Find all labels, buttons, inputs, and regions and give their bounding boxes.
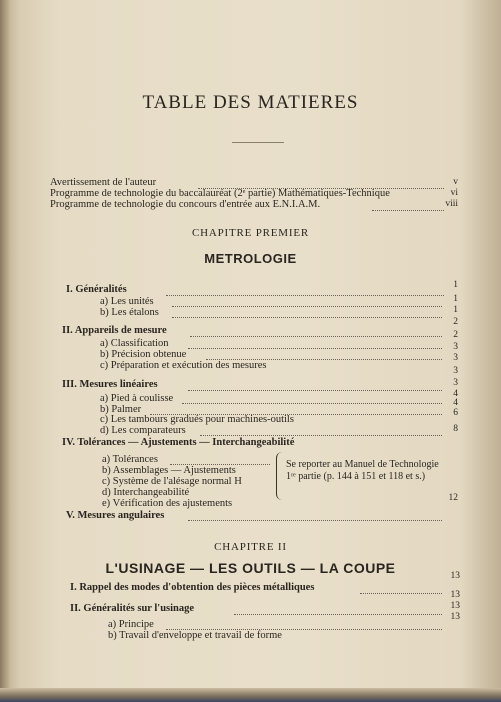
section-heading: I. Rappel des modes d'obtention des pièces métalliques (70, 582, 315, 593)
leader-dots (172, 306, 442, 307)
subsection-page: 3 (453, 353, 458, 363)
subsection-page: 4 (453, 389, 458, 399)
section-heading: V. Mesures angulaires (66, 510, 165, 521)
leader-dots (172, 317, 442, 318)
section-page: 1 (453, 280, 458, 290)
subsection-item: d) Les comparateurs (100, 425, 186, 436)
subsection-item: a) Pied à coulisse (100, 393, 174, 404)
subsection-page: 13 (450, 612, 460, 622)
subsection-page: 3 (453, 378, 458, 388)
book-bottom-edge (0, 688, 501, 702)
chapter-label: CHAPITRE PREMIER (191, 227, 309, 239)
front-item-page: v (453, 177, 458, 187)
subsection-item: c) Les tambours gradués pour machines-outils (100, 414, 294, 425)
subsection-item: b) Palmer (100, 404, 142, 415)
section-page: 2 (453, 317, 458, 327)
subsection-item: e) Vérification des ajustements (102, 498, 233, 509)
chapter-label: CHAPITRE II (214, 541, 287, 553)
section-page: 12 (448, 493, 458, 503)
section-heading: II. Appareils de mesure (62, 325, 167, 336)
subsection-item: b) Les étalons (100, 307, 159, 318)
subsection-page: 2 (453, 330, 458, 340)
section-page: 3 (453, 366, 458, 376)
chapter-title: METROLOGIE (204, 251, 297, 266)
front-item-label: Avertissement de l'auteur (50, 177, 157, 188)
subsection-item: b) Travail d'enveloppe et travail de forme (108, 630, 282, 641)
section-heading: II. Généralités sur l'usinage (70, 603, 195, 614)
leader-dots (234, 614, 442, 615)
subsection-page: 4 (453, 398, 458, 408)
subsection-page: 13 (450, 601, 460, 611)
section-page: 8 (453, 424, 458, 434)
leader-dots (200, 435, 442, 436)
subsection-item: c) Système de l'alésage normal H (102, 476, 242, 487)
front-item-label: Programme de technologie du concours d'entrée aux E.N.I.A.M. (50, 199, 321, 210)
leader-dots (188, 348, 442, 349)
section-page: 13 (450, 571, 460, 581)
subsection-item: a) Classification (100, 338, 169, 349)
page-title: TABLE DES MATIERES (142, 92, 359, 113)
leader-dots (188, 390, 442, 391)
subsection-page: 1 (453, 294, 458, 304)
title-divider (232, 142, 284, 143)
subsection-item: b) Assemblages — Ajustements (102, 465, 236, 476)
section-heading: I. Généralités (66, 284, 127, 295)
subsection-item: d) Interchangeabilité (102, 487, 190, 498)
leader-dots (182, 403, 442, 404)
section-heading: III. Mesures linéaires (62, 379, 158, 390)
cross-reference-note: Se reporter au Manuel de Technologie (286, 459, 439, 470)
chapter-title: L'USINAGE — LES OUTILS — LA COUPE (105, 560, 396, 576)
front-item-page: vi (450, 188, 458, 198)
subsection-item: a) Tolérances (102, 454, 158, 465)
subsection-page: 3 (453, 342, 458, 352)
subsection-item: a) Principe (108, 619, 154, 630)
brace (276, 452, 283, 500)
subsection-item: a) Les unités (100, 296, 154, 307)
leader-dots (166, 295, 444, 296)
leader-dots (372, 210, 444, 211)
leader-dots (190, 336, 442, 337)
leader-dots (188, 520, 442, 521)
section-page: 13 (450, 590, 460, 600)
cross-reference-note: 1ʳᵉ partie (p. 144 à 151 et 118 et s.) (286, 471, 426, 482)
section-heading: IV. Tolérances — Ajustements — Interchangeabilité (62, 437, 295, 448)
subsection-page: 6 (453, 408, 458, 418)
subsection-item: c) Préparation et exécution des mesures (100, 360, 267, 371)
subsection-page: 1 (453, 305, 458, 315)
front-item-page: viii (445, 199, 458, 209)
subsection-item: b) Précision obtenue (100, 349, 187, 360)
front-item-label: Programme de technologie du baccalauréat (2ᵉ partie) Mathématiques-Technique (50, 188, 390, 199)
